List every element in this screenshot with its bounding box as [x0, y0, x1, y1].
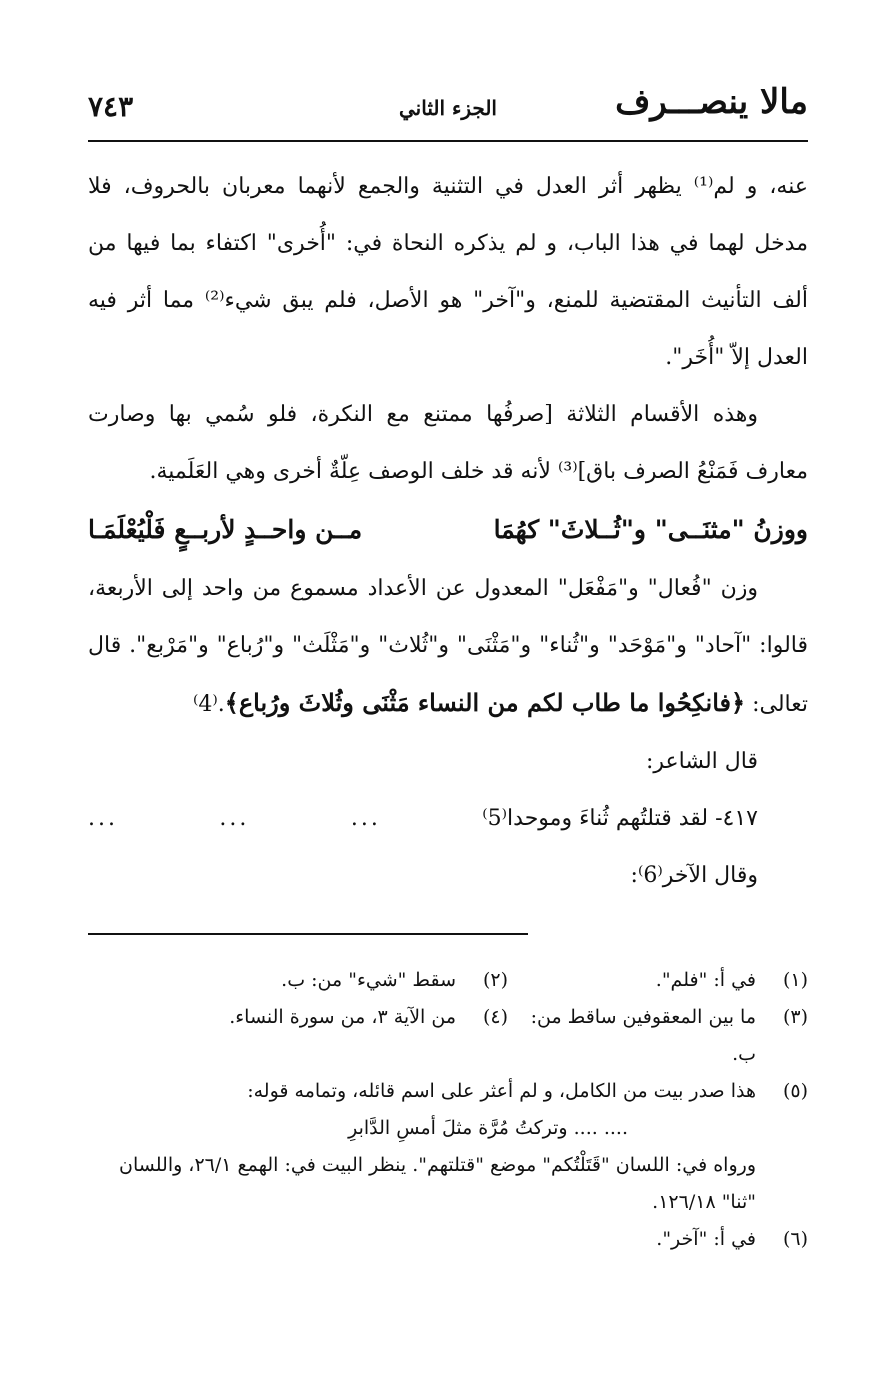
footnote-4: [208, 999, 508, 1073]
poet-label: قال الشاعر:: [645, 749, 758, 774]
footnote-5: [88, 1073, 808, 1110]
poem-ellipsis-3: ...: [88, 806, 118, 831]
footnote-text: من الآية ٣، من سورة النساء.: [229, 1006, 456, 1028]
poem-ellipsis-2: ...: [219, 806, 250, 831]
footnote-6: [88, 1221, 808, 1258]
footnote-verse: .... .... وتركتُ مُرَّة مثلَ أمسِ الدَّابرِ: [348, 1117, 628, 1139]
page-header: [88, 80, 808, 140]
quran-quote: ﴿فانكِحُوا ما طاب لكم من النساء مَثْنَى وثُلاثَ ورُباع﴾: [224, 688, 746, 717]
page-number: ٧٤٣: [88, 90, 134, 123]
footnote-number: (٥): [782, 1080, 808, 1102]
paragraph-2: وهذه الأقسام الثلاثة [صرفُها ممتنع مع النكرة، فلو سُمي بها وصارت معارف فَمَنْعُ الصرف باق]⁽³⁾ لأنه قد خلف الوصف عِلّةٌ أخرى وهي العَلَمية.: [88, 402, 808, 484]
poem-ellipsis-1: ...: [350, 806, 381, 831]
quran-ref-mark: .⁽4⁾: [192, 692, 225, 717]
footnote-2: [208, 962, 508, 999]
part-label: الجزء الثاني: [399, 96, 497, 120]
footnote-continuation: ورواه في: اللسان "قَتَلْتُكم" موضع "قتلتهم". ينظر البيت في: الهمع ٢٦/١، واللسان "ثنا" ١٢٦/١٨.: [119, 1154, 756, 1213]
verse-second-hemistich: مــن واحــدٍ لأربــعٍ فَلْيُعْلَمَـا: [88, 515, 363, 544]
footnotes: [88, 962, 808, 1258]
main-text: [88, 158, 808, 904]
footnote-row-2: [88, 999, 808, 1073]
alfiya-verse: [88, 500, 808, 560]
header-rule: [88, 140, 808, 142]
paragraph-3-text: وزن "فُعال" و"مَفْعَل" المعدول عن الأعداد مسموع من واحد إلى الأربعة، قالوا: "آحاد" و"مَوْحَد" و"ثُناء" و"مَثْنَى" و"ثُلاث" و"مَثْلَث" و"رُباع" و"مَرْبع". قال تعالى:: [88, 576, 808, 717]
footnote-number: (١): [782, 969, 808, 991]
chapter-title: مالا ينصـــرف: [615, 82, 808, 122]
footnote-number: (٦): [782, 1228, 808, 1250]
paragraph-1: عنه، و لم⁽¹⁾ يظهر أثر العدل في التثنية والجمع لأنهما معربان بالحروف، فلا مدخل لهما في هذا الباب، و لم يذكره النحاة في: "أُخرى" اكتفاء بما فيها من ألف التأنيث المقتضية للمنع، و"آخر" هو الأصل، فلم يبق شيء⁽²⁾ مما أثر فيه العدل إلاّ "أُخَر".: [88, 174, 808, 370]
footnote-rule: [88, 933, 528, 935]
footnote-3: [508, 999, 808, 1073]
footnote-text: هذا صدر بيت من الكامل، و لم أعثر على اسم قائله، وتمامه قوله:: [247, 1080, 756, 1102]
verse-first-hemistich: ووزنُ "مثنَــى" و"ثُــلاثَ" كهُمَا: [493, 515, 808, 544]
footnote-text: ما بين المعقوفين ساقط من: ب.: [530, 1006, 756, 1065]
footnote-text: في أ: "آخر".: [656, 1228, 756, 1250]
footnote-1: [508, 962, 808, 999]
paragraph-3: [88, 560, 808, 733]
other-poet-label: وقال الآخر⁽6⁾:: [630, 863, 758, 888]
footnote-text: سقط "شيء" من: ب.: [281, 969, 456, 991]
footnote-text: في أ: "فلم".: [655, 969, 756, 991]
footnote-number: (٤): [482, 1006, 508, 1028]
footnote-number: (٢): [482, 969, 508, 991]
poem-line-417: [88, 790, 808, 847]
poem-hemistich: ٤١٧- لقد قتلتُهم ثُناءَ وموحدا⁽5⁾: [482, 806, 758, 831]
footnote-number: (٣): [782, 1006, 808, 1028]
footnote-row-1: [88, 962, 808, 999]
